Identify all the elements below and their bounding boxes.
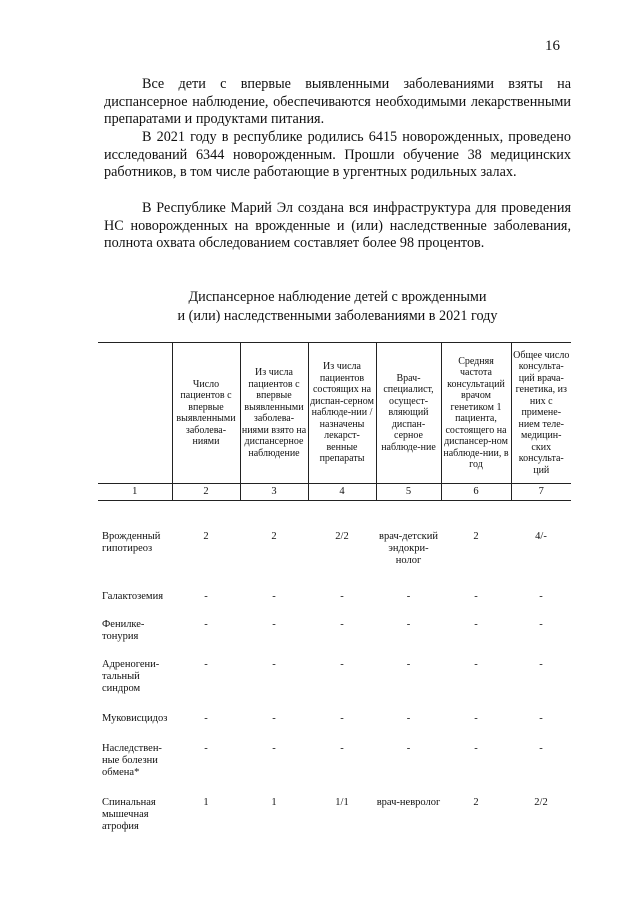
cell-observed-prescribed: - <box>340 618 344 630</box>
cell-total-consults: - <box>539 712 543 724</box>
paragraph-3: В Республике Марий Эл создана вся инфраструктура для проведения НС новорожденных на врожденные и (или) наследственные заболевания, полнота охвата обследованием составляет более 98 процентов. <box>104 200 571 251</box>
cell-new-patients: 1 <box>203 796 209 808</box>
cell-consult-frequency: - <box>474 618 478 630</box>
cell-total-consults: - <box>539 658 543 670</box>
paragraph-2: В 2021 году в республике родились 6415 новорожденных, проведено исследований 6344 новорожденным. Прошли обучение 38 медицинских работников, в том числе работающие в ургентных родильных залах. <box>104 129 571 180</box>
table-title-line-1: Диспансерное наблюдение детей с врожденными <box>188 289 487 305</box>
cell-taken-under-observation: 2 <box>271 531 277 542</box>
cell-specialist: - <box>406 590 411 602</box>
cell-specialist: врач-детский эндокри-нолог <box>379 531 438 566</box>
table-row <box>98 797 571 839</box>
cell-total-consults: 2/2 <box>534 796 548 808</box>
cell-consult-frequency: - <box>474 590 478 602</box>
header-cell-3: Из числа пациентов с впервые выявленными заболева-ниями взято на диспансерное наблюдение <box>240 343 308 484</box>
cell-new-patients: - <box>204 658 208 670</box>
table-title <box>104 288 571 326</box>
row-label: Спинальная мышечная атрофия <box>102 796 156 832</box>
header-cell-2: Число пациентов с впервые выявленными заболева-ниями <box>172 343 240 484</box>
column-number-1: 1 <box>98 484 172 501</box>
cell-observed-prescribed: 1/1 <box>335 796 349 808</box>
cell-taken-under-observation: - <box>272 658 276 670</box>
cell-observed-prescribed: - <box>340 590 344 602</box>
header-cell-6: Средняя частота консультаций врачом генетиком 1 пациента, состоящего на диспансер-ном наблюде-нии, в год <box>441 343 511 484</box>
page-number: 16 <box>545 38 560 54</box>
table-title-line-2: и (или) наследственными заболеваниями в 2021 году <box>177 308 498 324</box>
cell-taken-under-observation: - <box>272 590 276 602</box>
cell-new-patients: 2 <box>203 531 209 542</box>
table-row <box>98 619 571 659</box>
column-number-3: 3 <box>240 484 308 501</box>
cell-new-patients: - <box>204 712 208 724</box>
cell-new-patients: - <box>204 742 208 754</box>
header-cell-5: Врач-специалист, осущест-вляющий диспан-серное наблюде-ние <box>376 343 441 484</box>
cell-consult-frequency: 2 <box>473 531 479 542</box>
row-label: Фенилке-тонурия <box>102 618 145 642</box>
cell-specialist: - <box>406 618 411 630</box>
dispensary-observation-table <box>98 342 571 839</box>
cell-observed-prescribed: 2/2 <box>335 531 349 542</box>
row-label: Адреногени-тальный синдром <box>102 658 160 694</box>
cell-specialist: - <box>406 712 411 724</box>
cell-total-consults: - <box>539 742 543 754</box>
cell-total-consults: 4/- <box>535 531 547 542</box>
cell-new-patients: - <box>204 590 208 602</box>
cell-observed-prescribed: - <box>340 658 344 670</box>
row-label: Наследствен-ные болезни обмена* <box>102 742 162 778</box>
table-row <box>98 501 571 591</box>
cell-observed-prescribed: - <box>340 742 344 754</box>
column-number-5: 5 <box>376 484 441 501</box>
cell-consult-frequency: - <box>474 742 478 754</box>
cell-taken-under-observation: - <box>272 712 276 724</box>
table-row <box>98 713 571 743</box>
cell-specialist: - <box>406 658 411 670</box>
header-cell-7: Общее число консульта-ций врача-генетика, из них с примене-нием теле-медицин-ских консульта-ций <box>511 343 571 484</box>
cell-new-patients: - <box>204 618 208 630</box>
cell-specialist: - <box>406 742 411 754</box>
header-cell-4: Из числа пациентов состоящих на диспан-серном наблюде-нии / назначены лекарст-венные препараты <box>308 343 376 484</box>
cell-consult-frequency: 2 <box>473 796 479 808</box>
cell-taken-under-observation: 1 <box>271 796 277 808</box>
column-number-2: 2 <box>172 484 240 501</box>
row-label: Муковисцидоз <box>102 712 168 724</box>
column-number-7: 7 <box>511 484 571 501</box>
row-label: Галактоземия <box>102 590 164 602</box>
cell-observed-prescribed: - <box>340 712 344 724</box>
table-row <box>98 659 571 713</box>
column-number-6: 6 <box>441 484 511 501</box>
cell-specialist: врач-невролог <box>376 796 441 808</box>
cell-consult-frequency: - <box>474 658 478 670</box>
table-row <box>98 743 571 797</box>
table-row <box>98 591 571 619</box>
table-header-row <box>98 343 571 484</box>
cell-taken-under-observation: - <box>272 742 276 754</box>
header-cell-1 <box>98 343 172 484</box>
column-number-4: 4 <box>308 484 376 501</box>
cell-total-consults: - <box>539 618 543 630</box>
cell-consult-frequency: - <box>474 712 478 724</box>
row-label: Врожденный гипотиреоз <box>102 531 161 554</box>
paragraph-1: Все дети с впервые выявленными заболеваниями взяты на диспансерное наблюдение, обеспечиваются необходимыми лекарственными препаратами и продуктами питания. <box>104 76 571 127</box>
column-number-row <box>98 484 571 501</box>
cell-total-consults: - <box>539 590 543 602</box>
cell-taken-under-observation: - <box>272 618 276 630</box>
